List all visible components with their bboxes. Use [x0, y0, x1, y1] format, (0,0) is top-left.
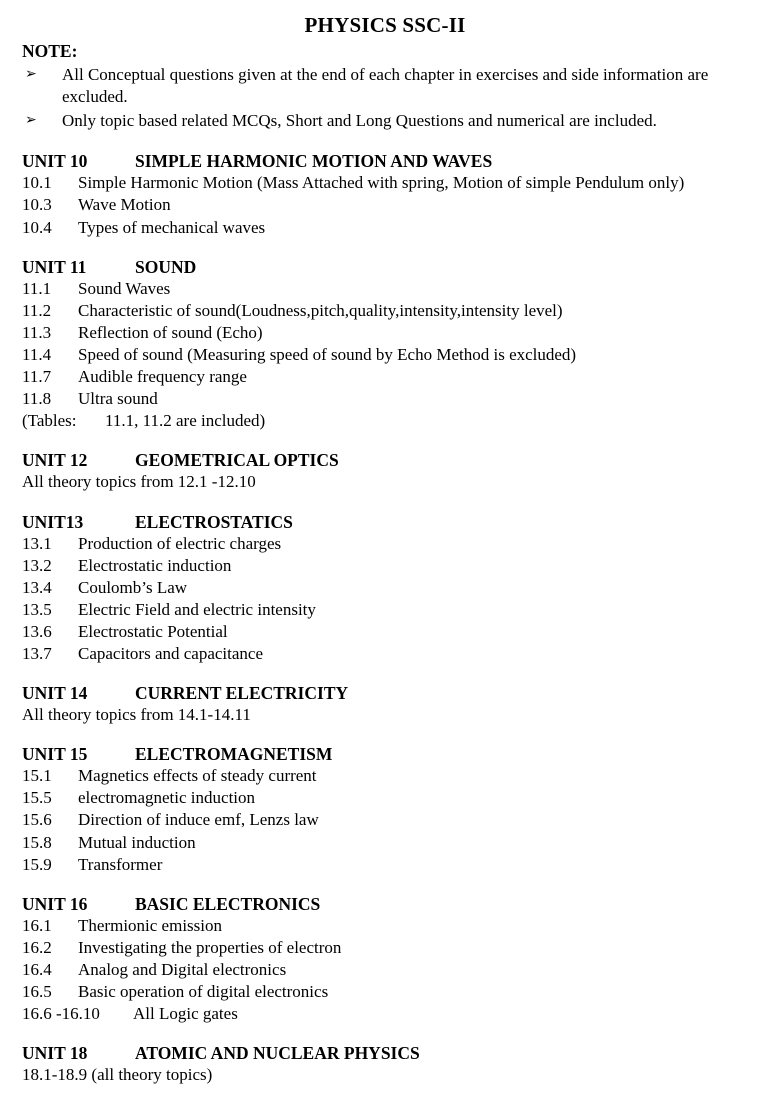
- unit-heading: [22, 743, 748, 765]
- topic-number: 11.4: [22, 344, 52, 364]
- topic-number: 10.4: [22, 217, 52, 237]
- topic-row: [22, 172, 748, 194]
- topic-row: [22, 643, 748, 665]
- unit-heading: [22, 1042, 748, 1064]
- topic-text: Electrostatic Potential: [78, 621, 228, 641]
- topic-row: [22, 937, 748, 959]
- topic-row: [22, 388, 748, 410]
- topic-row: [22, 344, 748, 366]
- topic-number: 15.9: [22, 854, 52, 874]
- unit-label: UNIT 11: [22, 256, 87, 277]
- topic-text: Transformer: [78, 854, 163, 874]
- topic-row: [22, 621, 748, 643]
- topic-number: 16.1: [22, 915, 52, 935]
- unit-section: [22, 743, 748, 876]
- unit-title: SOUND: [135, 256, 197, 277]
- unit-section: [22, 1042, 748, 1086]
- topic-number: 11.8: [22, 389, 52, 409]
- topic-row: [22, 915, 748, 937]
- unit-label: UNIT 15: [22, 744, 88, 765]
- topic-number: 10.1: [22, 173, 52, 193]
- topic-text: Wave Motion: [78, 195, 171, 215]
- unit-heading: [22, 511, 748, 533]
- topic-number: 11.2: [22, 300, 52, 320]
- note-item: [22, 64, 748, 109]
- topic-list: [22, 915, 748, 1025]
- topic-row: [22, 959, 748, 981]
- unit-title: BASIC ELECTRONICS: [135, 893, 321, 914]
- topic-text: Production of electric charges: [78, 533, 282, 553]
- topic-text: Basic operation of digital electronics: [78, 982, 329, 1002]
- unit-section: [22, 150, 748, 238]
- unit-title: GEOMETRICAL OPTICS: [135, 450, 339, 471]
- topic-text: Direction of induce emf, Lenzs law: [78, 810, 319, 830]
- unit-title: CURRENT ELECTRICITY: [135, 683, 349, 704]
- tables-note: [22, 410, 748, 432]
- note-list: [22, 64, 748, 132]
- topic-number: 13.6: [22, 621, 52, 641]
- topic-row: [22, 854, 748, 876]
- topic-number: 15.8: [22, 832, 52, 852]
- topic-text: electromagnetic induction: [78, 788, 256, 808]
- topic-number: 16.5: [22, 982, 52, 1002]
- note-item: [22, 110, 748, 132]
- arrow-bullet-icon: ➢: [25, 66, 37, 83]
- unit-label: UNIT 18: [22, 1043, 88, 1064]
- topic-text: Capacitors and capacitance: [78, 644, 264, 664]
- topic-number: 11.1: [22, 278, 52, 298]
- unit-section: [22, 682, 748, 726]
- topic-text: Coulomb’s Law: [78, 577, 188, 597]
- unit-note-line: All theory topics from 14.1-14.11: [22, 705, 251, 725]
- unit-section: [22, 256, 748, 433]
- topic-number: 11.3: [22, 322, 52, 342]
- topic-text: Audible frequency range: [78, 367, 247, 387]
- section-spacer: [22, 239, 748, 256]
- note-label: NOTE:: [22, 41, 78, 62]
- unit-title: ELECTROMAGNETISM: [135, 744, 333, 765]
- topic-row: [22, 555, 748, 577]
- topic-list: [22, 172, 748, 238]
- unit-title: SIMPLE HARMONIC MOTION AND WAVES: [135, 151, 493, 172]
- topic-text: Ultra sound: [78, 389, 158, 409]
- section-spacer: [22, 432, 748, 449]
- unit-label: UNIT 14: [22, 683, 88, 704]
- topic-text: Magnetics effects of steady current: [78, 766, 317, 786]
- arrow-bullet-icon: ➢: [25, 111, 37, 128]
- tables-note-text: 11.1, 11.2 are included): [105, 411, 266, 431]
- unit-heading: [22, 682, 748, 704]
- topic-number: 15.5: [22, 788, 52, 808]
- unit-heading: [22, 256, 748, 278]
- unit-section: [22, 449, 748, 493]
- topic-row: [22, 217, 748, 239]
- topic-row: [22, 832, 748, 854]
- unit-note-line: 18.1-18.9 (all theory topics): [22, 1065, 213, 1085]
- note-item-text: Only topic based related MCQs, Short and Long Questions and numerical are included.: [62, 110, 657, 130]
- topic-row: [22, 194, 748, 216]
- topic-row: [22, 765, 748, 787]
- topic-number: 16.4: [22, 960, 52, 979]
- note-item-text: All Conceptual questions given at the end of each chapter in exercises and side information are excluded.: [62, 65, 709, 107]
- note-section: [22, 41, 748, 132]
- topic-row: [22, 787, 748, 809]
- topic-number: 13.1: [22, 533, 52, 553]
- topic-row: [22, 599, 748, 621]
- unit-title: ELECTROSTATICS: [135, 511, 293, 532]
- topic-number: 15.1: [22, 766, 52, 786]
- topic-text: All Logic gates: [133, 1004, 238, 1024]
- topic-text: Types of mechanical waves: [78, 217, 266, 237]
- topic-row: [22, 322, 748, 344]
- topic-number: 15.6: [22, 810, 52, 830]
- topic-list: [22, 765, 748, 875]
- topic-text: Simple Harmonic Motion (Mass Attached with spring, Motion of simple Pendulum only): [78, 173, 685, 193]
- unit-title: ATOMIC AND NUCLEAR PHYSICS: [135, 1043, 420, 1064]
- topic-row: [22, 533, 748, 555]
- section-spacer: [22, 876, 748, 893]
- topic-row: [22, 300, 748, 322]
- topic-text: Characteristic of sound(Loudness,pitch,quality,intensity,intensity level): [78, 300, 563, 320]
- topic-row: [22, 809, 748, 831]
- unit-heading: [22, 893, 748, 915]
- unit-note-line: All theory topics from 12.1 -12.10: [22, 472, 256, 492]
- section-spacer: [22, 133, 748, 150]
- section-spacer: [22, 1025, 748, 1042]
- topic-number: 10.3: [22, 195, 52, 215]
- unit-section: [22, 893, 748, 1026]
- topic-text: Investigating the properties of electron: [78, 937, 342, 957]
- unit-section: [22, 511, 748, 666]
- topic-number: 16.6 -16.10: [22, 1004, 100, 1024]
- topic-number: 13.4: [22, 577, 52, 597]
- unit-heading: [22, 449, 748, 471]
- topic-text: Analog and Digital electronics: [78, 960, 287, 979]
- section-spacer: [22, 494, 748, 511]
- section-spacer: [22, 665, 748, 682]
- topic-number: 13.2: [22, 555, 52, 575]
- unit-heading: [22, 150, 748, 172]
- tables-note-label: (Tables:: [22, 411, 77, 431]
- topic-text: Reflection of sound (Echo): [78, 322, 263, 342]
- topic-row: [22, 577, 748, 599]
- topic-text: Mutual induction: [78, 832, 196, 852]
- topic-list: [22, 533, 748, 666]
- topic-row: [22, 366, 748, 388]
- section-spacer: [22, 726, 748, 743]
- unit-label: UNIT 10: [22, 151, 88, 172]
- topic-text: Speed of sound (Measuring speed of sound by Echo Method is excluded): [78, 344, 577, 364]
- unit-label: UNIT 12: [22, 450, 88, 471]
- unit-label: UNIT 16: [22, 893, 88, 914]
- topic-list: [22, 278, 748, 411]
- topic-row: [22, 1003, 748, 1025]
- topic-text: Sound Waves: [78, 278, 171, 298]
- topic-row: [22, 278, 748, 300]
- topic-number: 13.7: [22, 644, 52, 664]
- topic-number: 16.2: [22, 937, 52, 957]
- topic-text: Electrostatic induction: [78, 555, 232, 575]
- topic-text: Thermionic emission: [78, 915, 223, 935]
- topic-number: 11.7: [22, 367, 52, 387]
- topic-text: Electric Field and electric intensity: [78, 599, 316, 619]
- units-list: [22, 133, 748, 1086]
- topic-number: 13.5: [22, 599, 52, 619]
- page-title: PHYSICS SSC-II: [304, 13, 466, 37]
- unit-label: UNIT13: [22, 511, 84, 532]
- topic-row: [22, 981, 748, 1003]
